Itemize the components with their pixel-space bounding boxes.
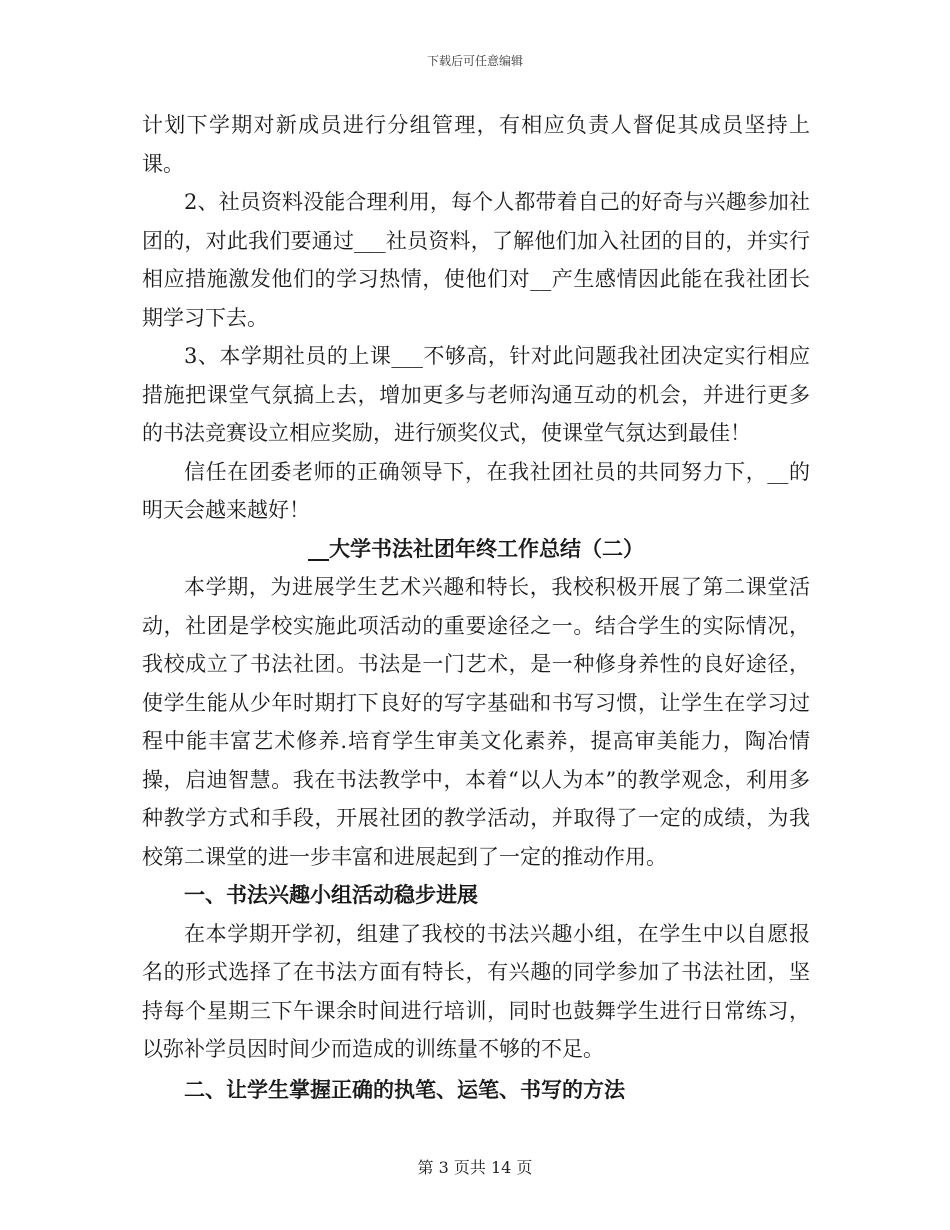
paragraph-item-2: 2、社员资料没能合理利用，每个人都带着自己的好奇与兴趣参加社团的，对此我们要通过___社员资料，了解他们加入社团的目的，并实行相应措施激发他们的学习热情，使他们对__产生感情因此能在我社团长期学习下去。 — [142, 190, 810, 330]
page-header: 下载后可任意编辑 — [426, 54, 523, 68]
heading-two: 二、让学生掌握正确的执笔、运笔、书写的方法 — [184, 1076, 625, 1102]
page-footer: 第 3 页共 14 页 — [417, 1158, 533, 1177]
paragraph-continuation: 计划下学期对新成员进行分组管理，有相应负责人督促其成员坚持上课。 — [142, 113, 810, 176]
paragraph-closing: 信任在团委老师的正确领导下，在我社团社员的共同努力下，__的明天会越来越好！ — [142, 459, 810, 522]
paragraph-section-one: 在本学期开学初，组建了我校的书法兴趣小组，在学生中以自愿报名的形式选择了在书法方面有特长，有兴趣的同学参加了书法社团，坚持每个星期三下午课余时间进行培训，同时也鼓舞学生进行日常练习，以弥补学员因时间少而造成的训练量不够的不足。 — [142, 921, 810, 1061]
paragraph-item-3: 3、本学期社员的上课___不够高，针对此问题我社团决定实行相应措施把课堂气氛搞上去，增加更多与老师沟通互动的机会，并进行更多的书法竞赛设立相应奖励，进行颁奖仪式，使课堂气氛达到最佳！ — [142, 344, 810, 445]
heading-one: 一、书法兴趣小组活动稳步进展 — [184, 882, 478, 907]
paragraph-intro: 本学期，为进展学生艺术兴趣和特长，我校积极开展了第二课堂活动，社团是学校实施此项活动的重要途径之一。结合学生的实际情况，我校成立了书法社团。书法是一门艺术，是一种修身养性的良好途径，使学生能从少年时期打下良好的写字基础和书写习惯，让学生在学习过程中能丰富艺术修养.培育学生审美文化素养，提高审美能力，陶冶情操，启迪智慧。我在书法教学中，本着“以人为本”的教学观念，利用多种教学方式和手段，开展社团的教学活动，并取得了一定的成绩，为我校第二课堂的进一步丰富和进展起到了一定的推动作用。 — [142, 575, 810, 869]
section-title: __大学书法社团年终工作总结（二） — [308, 535, 644, 561]
document-body — [142, 106, 810, 1109]
